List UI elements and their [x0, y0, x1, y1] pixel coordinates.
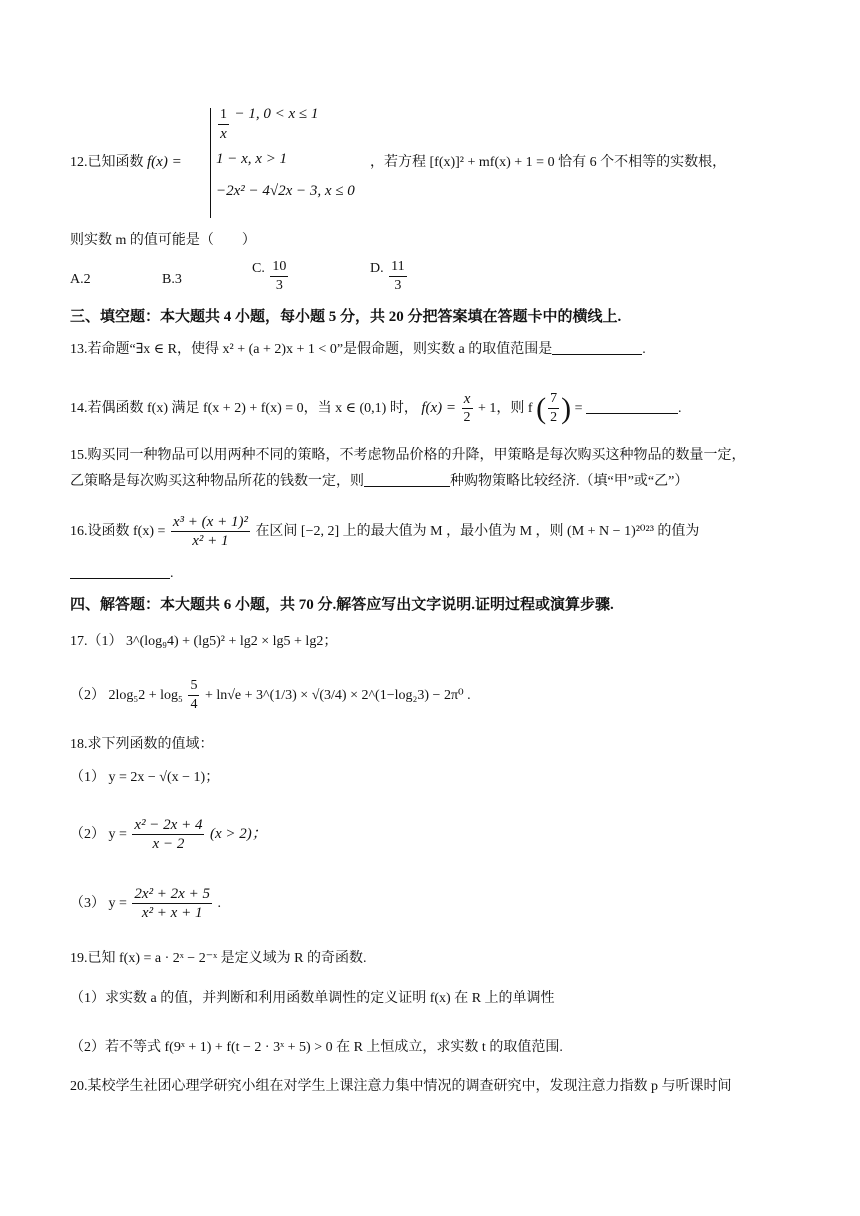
- q16-den: x² + 1: [192, 533, 229, 550]
- q14-arg-num: 7: [548, 390, 559, 409]
- q15-line-2a: 乙策略是每次购买这种物品所花的钱数一定，则: [70, 474, 364, 489]
- q16-lead: 16.设函数 f(x) =: [70, 524, 166, 539]
- q17-part-2a: （2） 2log₅2 + log₅: [70, 688, 183, 703]
- q12-lead: [70, 151, 182, 171]
- q17-frac: [188, 677, 199, 714]
- q13-text: 13.若命题“∃x ∈ R，使得 x² + (a + 2)x + 1 < 0”是假命题，则实数 a 的取值范围是: [70, 342, 553, 357]
- q12-piece-1: [216, 106, 318, 143]
- q12-option-d-den: 3: [394, 278, 402, 293]
- q17-frac-den: 4: [190, 697, 198, 713]
- q12-option-d-num: 11: [389, 258, 406, 277]
- q12-option-c-den: 3: [275, 278, 283, 293]
- q17-frac-num: 5: [188, 677, 199, 696]
- q16-text: 在区间 [−2, 2] 上的最大值为 M ，最小值为 M ，则 (M + N − 1)²⁰²³ 的值为: [255, 524, 700, 539]
- q15-blank: [364, 472, 450, 487]
- q12-condition: ，若方程 [f(x)]² + mf(x) + 1 = 0 恰有 6 个不相等的实数根，: [370, 155, 727, 170]
- q18-part-3-den: x² + x + 1: [141, 905, 203, 922]
- q12-option-b: B.3: [162, 272, 182, 287]
- q13-blank: [552, 340, 642, 355]
- q18-part-3-label: （3） y =: [70, 896, 127, 911]
- q19-part-2: （2）若不等式 f(9ˣ + 1) + f(t − 2 · 3ˣ + 5) > 0 在 R 上恒成立，求实数 t 的取值范围.: [70, 1040, 563, 1055]
- q18-part-2: [70, 812, 790, 856]
- q12-piece-2: 1 − x, x > 1: [216, 151, 288, 167]
- q12-option-a: A.2: [70, 272, 91, 287]
- q14-blank: [586, 399, 678, 414]
- q12-option-c-frac: [270, 258, 288, 295]
- q12-option-c-num: 10: [270, 258, 288, 277]
- q12-piece1-text: − 1, 0 < x ≤ 1: [234, 105, 319, 122]
- q12-piece1-frac: [218, 106, 229, 143]
- q12-line-2: 则实数 m 的值可能是（ ）: [70, 233, 256, 248]
- q14-eq: =: [574, 401, 583, 416]
- q15-line-1: 15.购买同一种物品可以用两种不同的策略，不考虑物品价格的升降，甲策略是每次购买这种物品的数量一定，: [70, 448, 746, 463]
- q14-text-2: + 1，则 f: [478, 401, 533, 416]
- q14-end: .: [678, 401, 682, 416]
- q18-part-2-den: x − 2: [152, 836, 185, 853]
- q12-option-c-label: C.: [252, 260, 265, 276]
- q17-part-2b: + ln√e + 3^(1/3) × √(3/4) × 2^(1−log₂3) − 2π⁰ .: [204, 688, 471, 703]
- q18-part-2-frac: [132, 816, 204, 853]
- q16-num: x³ + (x + 1)²: [172, 514, 248, 531]
- q15-line-2: [70, 472, 790, 492]
- q12-option-d: [370, 258, 409, 295]
- q12-fx: f(x) =: [147, 154, 182, 170]
- q16-frac: [171, 513, 250, 550]
- q17-part-2: [70, 676, 790, 716]
- q13-end: .: [642, 342, 646, 357]
- q14-fx: f(x) =: [421, 400, 457, 416]
- q14-text-1: 14.若偶函数 f(x) 满足 f(x + 2) + f(x) = 0，当 x ∈ (0,1) 时，: [70, 401, 418, 416]
- q14-frac-den: 2: [463, 410, 471, 426]
- q12-lead-text: 12.已知函数: [70, 155, 144, 170]
- q14-frac: [462, 390, 473, 427]
- q14-arg-frac: [548, 390, 559, 427]
- section-4-heading: 四、解答题：本大题共 6 小题，共 70 分.解答应写出文字说明.证明过程或演算步骤.: [70, 597, 614, 613]
- q12-option-d-frac: [389, 258, 406, 295]
- q16-blank: [70, 564, 170, 579]
- question-16: [70, 508, 790, 556]
- q19-part-1: （1）求实数 a 的值，并判断和利用函数单调性的定义证明 f(x) 在 R 上的单调性: [70, 991, 555, 1006]
- q12-options: [70, 258, 790, 302]
- q14-arg-den: 2: [550, 410, 558, 426]
- q18-part-3-tail: .: [217, 896, 221, 911]
- question-13: [70, 340, 790, 360]
- q15-line-2b: 种购物策略比较经济.（填“甲”或“乙”）: [450, 474, 689, 489]
- q18-part-3-frac: [132, 885, 212, 922]
- q12-option-d-label: D.: [370, 260, 384, 276]
- q12-piece1-num: 1: [218, 106, 229, 125]
- q12-brace: [210, 108, 211, 218]
- q14-paren-open: (: [536, 391, 547, 425]
- q12-option-c: [252, 258, 290, 295]
- q17-part-1: 17.（1） 3^(log₉4) + (lg5)² + lg2 × lg5 + lg2；: [70, 634, 338, 649]
- q18-part-1: （1） y = 2x − √(x − 1)；: [70, 770, 220, 785]
- q16-end: .: [170, 566, 174, 581]
- q14-paren-close: ): [561, 391, 572, 425]
- q18-part-3-num: 2x² + 2x + 5: [134, 886, 210, 903]
- question-14: [70, 386, 790, 430]
- q19-heading: 19.已知 f(x) = a · 2ˣ − 2⁻ˣ 是定义域为 R 的奇函数.: [70, 951, 367, 966]
- q14-frac-num: x: [462, 390, 473, 409]
- q18-heading: 18.求下列函数的值域：: [70, 737, 214, 752]
- q18-part-2-label: （2） y =: [70, 827, 127, 842]
- q16-answer-line: [70, 564, 790, 584]
- q12-piece-3: −2x² − 4√2x − 3, x ≤ 0: [216, 183, 355, 199]
- q18-part-2-num: x² − 2x + 4: [134, 817, 203, 834]
- section-3-heading: 三、填空题：本大题共 4 小题，每小题 5 分，共 20 分把答案填在答题卡中的横线上.: [70, 309, 622, 325]
- q20-line-1: 20.某校学生社团心理学研究小组在对学生上课注意力集中情况的调查研究中，发现注意力指数 p 与听课时间: [70, 1079, 732, 1094]
- q18-part-3: [70, 882, 790, 926]
- q18-part-2-tail: (x > 2)；: [209, 826, 267, 842]
- q12-piece1-den: x: [220, 126, 227, 142]
